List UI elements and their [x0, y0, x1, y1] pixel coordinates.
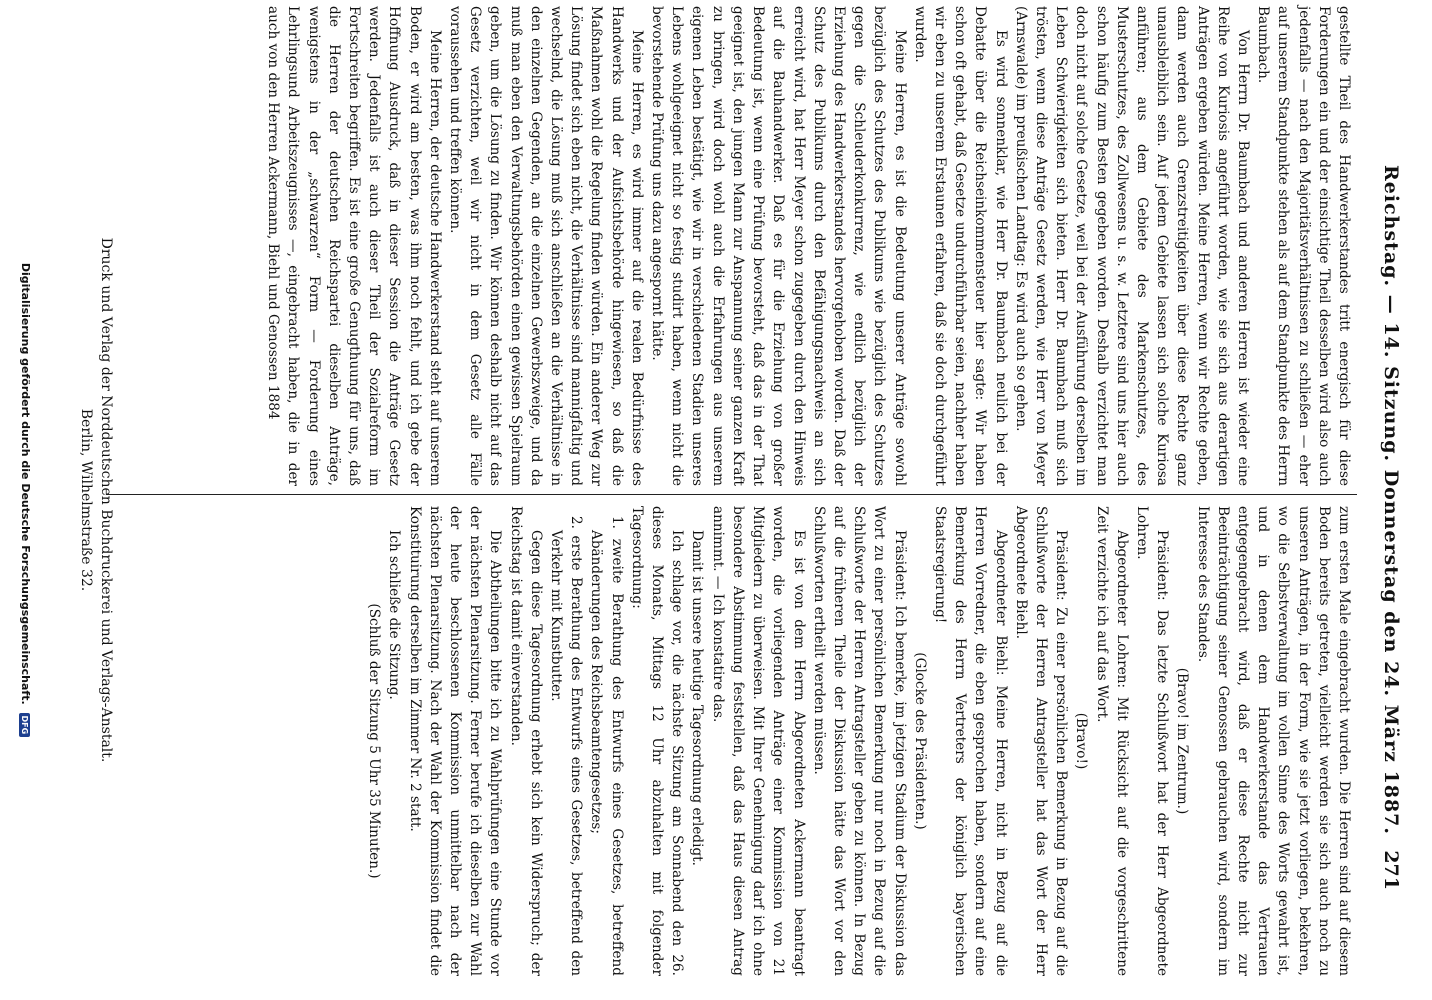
page-header: [1362, 0, 1402, 1000]
paragraph: Es ist von dem Herrn Abgeordneten Ackermann beantragt worden, die vorliegenden Anträge einer Kommission von 21 Mitgliedern zu überweisen. Mit Ihrer Genehmigung darf ich ohne besondere Abstimmung feststellen, daß das Haus diesen Antrag annimmt. — Ich konstatire das.: [709, 506, 807, 976]
printer-imprint: [76, 0, 116, 1000]
dfg-logo-icon: DFG: [20, 713, 31, 738]
agenda-item: 2. erste Berathung des Entwurfs eines Gesetzes, betreffend den Verkehr mit Kunstbutter.: [548, 516, 585, 976]
digitization-note: [19, 0, 32, 1000]
imprint-line: Druck und Verlag der Norddeutschen Buchdruckerei und Verlags-Anstalt.: [98, 237, 114, 763]
paragraph: Damit ist unsere heutige Tagesordnung erledigt.: [689, 530, 706, 866]
paragraph: Präsident: Das letzte Schlußwort hat der Herr Abgeordnete Lohren.: [1133, 506, 1171, 976]
stage-direction: (Bravo!): [1073, 712, 1090, 770]
paragraph: Präsident: Ich bemerke, im jetzigen Stadium der Diskussion das Wort zu einer persönlichen Bemerkung nur noch in Bezug auf die Schlußworte der Herren Antragsteller geben zu können. In Bezug auf die früheren Theile der Diskussion hätte das Wort vor den Schlußworten ertheilt werden müssen.: [810, 506, 908, 976]
paragraph: Es wird sonnenklar, wie Herr Dr. Baumbach neulich bei der Debatte über die Reichseinkommensteuer hier sagte: Wir haben schon oft gehabt, daß Gesetze undurchführbar seien, nachher haben wir eben zu unserem Erstaunen erfahren, daß sie doch durchgeführt wurden.: [911, 6, 1009, 486]
paragraph: gestellte Theil des Handwerkerstandes tritt energisch für diese Forderungen ein und der einsichtige Theil desselben wird also auch jedenfalls — nach den Majoritätsverhältnissen zu schließen — eher auf unserem Standpunkte stehen als auf dem Standpunkte des Herrn Baumbach.: [1255, 6, 1352, 486]
stage-direction: (Bravo! im Zentrum.): [1174, 667, 1191, 815]
stage-direction: (Glocke des Präsidenten.): [911, 652, 928, 830]
digitization-text: Digitalisierung gefördert durch die Deutsche Forschungsgemeinschaft.: [19, 262, 32, 705]
imprint-line: Berlin, Wilhelmstraße 32.: [78, 408, 94, 592]
paragraph: Präsident: Zu einer persönlichen Bemerkung in Bezug auf die Schlußworte der Herren Antragsteller hat das Wort der Herr Abgeordnete Biehl.: [1012, 506, 1070, 976]
left-column: [265, 6, 1354, 486]
page-number: 271: [1380, 850, 1402, 890]
paragraph: Abgeordneter Biehl: Meine Herren, nicht in Bezug auf die Herren Vorredner, die eben gesprochen haben, sondern auf eine Bemerkung des Herrn Vertreters der königlich bayerischen Staatsregierung!: [931, 506, 1009, 976]
right-column: [366, 506, 1354, 976]
paragraph: Ich schlage vor, die nächste Sitzung am Sonnabend den 26. dieses Monats, Mittags 12 Uhr abzuhalten mit folgender Tagesordnung:: [628, 506, 686, 976]
column-divider: [107, 494, 1357, 495]
paragraph: Von Herrn Dr. Baumbach und anderen Herren ist wieder eine Reihe von Kuriosis angeführt worden, wie sie sich aus derartigen Anträgen ergeben würden. Meine Herren, wenn wir Rechte geben, dann werden auch Grenzstreitigkeiten über diese Rechte ganz unausbleiblich sein. Auf jedem Gebiete lassen sich solche Kuriosa anführen; aus dem Gebiete des Markenschutzes, des Musterschutzes, des Zollwesens u. s. w. Letztere sind uns hier auch schon häufig zum Besten gegeben worden. Deshalb verzichtet man doch nicht auf solche Gesetze, weil bei der Ausführung derselben im Leben Schwierigkeiten sich bieten. Herr Dr. Baumbach muß sich trösten, wenn diese Anträge Gesetz werden, wie Herr von Meyer (Arnswalde) im preußischen Landtag: Es wird auch so gehen.: [1012, 6, 1251, 486]
paragraph: Die Abtheilungen bitte ich zu Wahlprüfungen eine Stunde vor der nächsten Plenarsitzung. Ferner berufe ich dieselben zur Wahl der heute beschlossenen Kommission unmittelbar nach der nächsten Plenarsitzung. Nach der Wahl der Kommission findet die Konstituirung derselben im Zimmer Nr. 2 statt.: [406, 506, 504, 976]
paragraph: Gegen diese Tagesordnung erhebt sich kein Widerspruch; der Reichstag ist damit einverstanden.: [507, 506, 544, 976]
paragraph: Meine Herren, der deutsche Handwerkerstand steht auf unserem Boden, er wird am besten, was ihm noch fehlt, und ich gebe der Hoffnung Ausdruck, daß in dieser Session die Anträge Gesetz werden. Jedenfalls ist auch dieser Theil der Sozialreform im Fortschreiten begriffen. Es ist eine große Genugthuung für uns, daß die Herren der deutschen Reichspartei dieselben Anträge, wenigstens in der „schwarzen“ Form — Forderung eines Lehrlingsund Arbeitszeugnisses —, eingebracht haben, die in der auch von den Herren Ackermann, Biehl und Genossen 1884: [265, 6, 443, 486]
stage-direction: (Schluß der Sitzung 5 Uhr 35 Minuten.): [366, 603, 383, 879]
agenda-item: 1. zweite Berathung des Entwurfs eines Gesetzes, betreffend Abänderungen des Reichsbeamtengesetzes;: [588, 516, 625, 976]
paragraph: Abgeordneter Lohren: Mit Rücksicht auf die vorgeschrittene Zeit verzichte ich auf das Wort.: [1093, 506, 1130, 976]
paragraph: Meine Herren, es ist die Bedeutung unserer Anträge sowohl bezüglich des Schutzes des Publikums wie bezüglich des Schutzes gegen die Schleuderkonkurrenz, wie endlich bezüglich der Erziehung des Handwerkerstandes hervorgehoben worden. Daß der Schutz des Publikums durch den Befähigungsnachweis an sich erreicht wird, hat Herr Meyer schon zugegeben durch den Hinweis auf die Bauhandwerker. Daß es für die Erziehung von großer Bedeutung ist, wenn eine Prüfung bevorsteht, daß das in der That geeignet ist, den jungen Mann zur Anspannung seiner ganzen Kraft zu bringen, wird doch wohl auch die Erfahrungen aus unserem eigenen Leben bestätigt, wie wir in verschiedenen Stadien unseres Lebens wohlgeeignet nicht so festig studirt haben, wenn nicht die bevorstehende Prüfung uns dazu angespornt hätte.: [649, 6, 908, 486]
paragraph: Meine Herren, es wird immer auf die realen Bedürfnisse des Handwerks und der Aufsichtsbehörde hingewiesen, so daß die Maßnahmen wohl die Regelung finden würden. Ein anderer Weg zur Lösung findet sich eben nicht, die Verhältnisse sind mannigfaltig und wechselnd, die Lösung muß sich anschließen an die Verhältnisse in den einzelnen Gegenden, an die einzelnen Gewerbszweige, und da muß man eben den Verwaltungsbehörden einen gewissen Spielraum geben, um die Lösung zu finden. Wir können deshalb nicht auf das Gesetz verzichten, weil wir nicht in dem Gesetz alle Fälle voraussehen und treffen können.: [447, 6, 645, 486]
paragraph: Ich schließe die Sitzung.: [386, 530, 403, 700]
paragraph: zum ersten Male eingebracht wurden. Die Herren sind auf diesem Boden bereits getreten, vielleicht werden sie sich auch noch zu unseren Anträgen, in der Form, wie sie jetzt vorliegen, bekehren, wo die Selbstverwaltung im vollen Sinne des Worts gewahrt ist, und in denen dem Handwerkerstande das Vertrauen entgegengebracht wird, daß er diese Rechte nicht zur Beeinträchtigung seiner Genossen gebrauchen wird, sondern im Interesse des Standes.: [1194, 506, 1352, 976]
running-title: Reichstag. — 14. Sitzung. Donnerstag den 24. März 1887.: [1380, 165, 1402, 835]
